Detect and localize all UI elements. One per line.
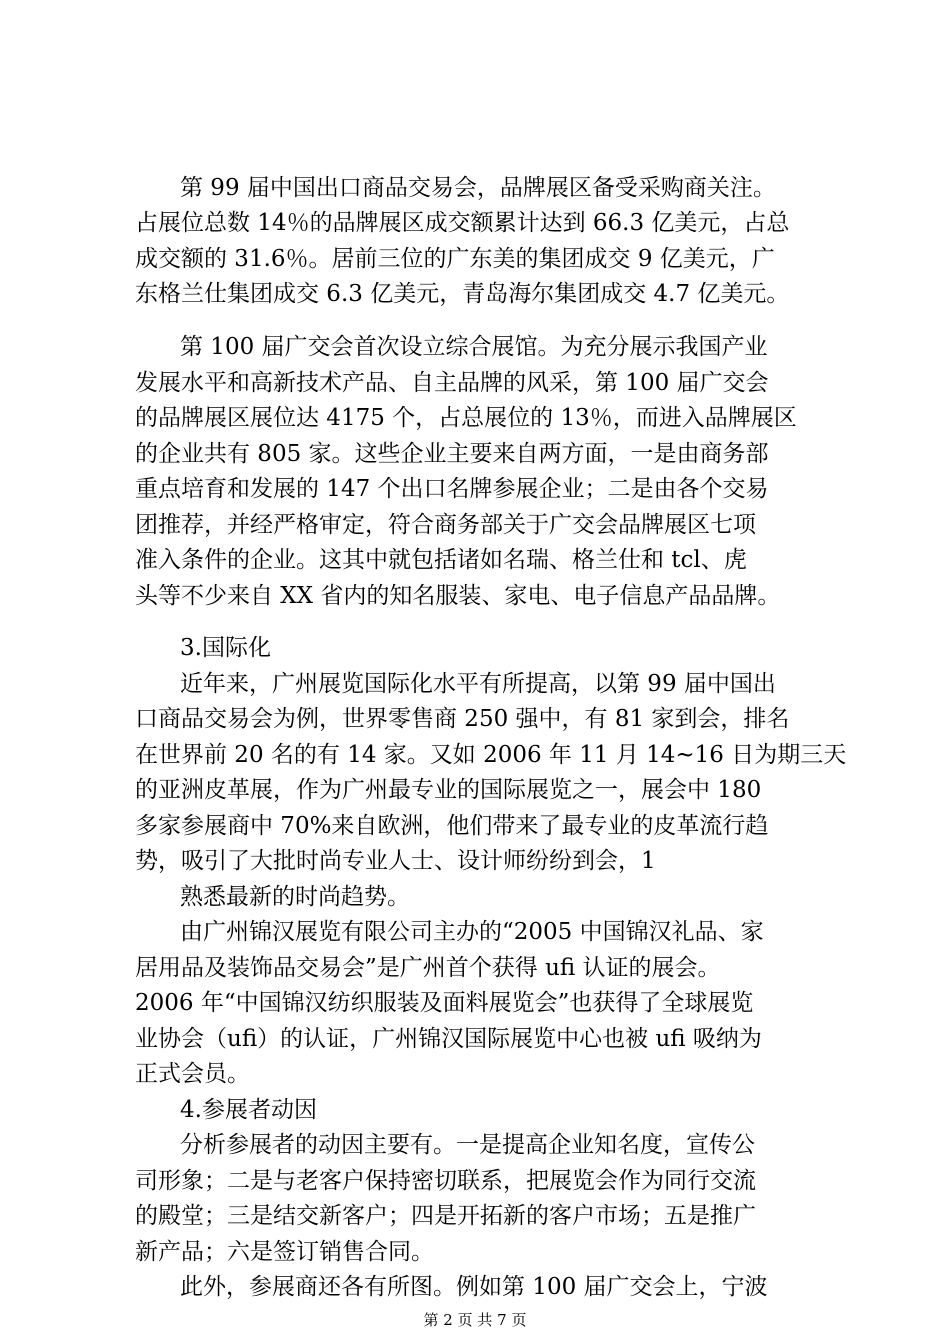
- body-text-line: 第 99 届中国出口商品交易会，品牌展区备受采购商关注。: [180, 175, 776, 201]
- body-text-line: 近年来，广州展览国际化水平有所提高，以第 99 届中国出: [180, 671, 776, 697]
- body-text-line: 业协会（ufi）的认证，广州锦汉国际展览中心也被 ufi 吸纳为: [135, 1026, 762, 1052]
- body-text-line: 多家参展商中 70%来自欧洲，他们带来了最专业的皮革流行趋: [135, 813, 769, 839]
- body-text-line: 由广州锦汉展览有限公司主办的“2005 中国锦汉礼品、家: [180, 919, 764, 945]
- body-text-line: 东格兰仕集团成交 6.3 亿美元，青岛海尔集团成交 4.7 亿美元。: [135, 281, 790, 307]
- body-text-line: 发展水平和高新技术产品、自主品牌的风采，第 100 届广交会: [135, 370, 769, 396]
- body-text-line: 此外，参展商还各有所图。例如第 100 届广交会上，宁波: [180, 1274, 768, 1300]
- body-text-line: 重点培育和发展的 147 个出口名牌参展企业；二是由各个交易: [135, 476, 769, 502]
- body-text-line: 新产品；六是签订销售合同。: [135, 1239, 434, 1265]
- section-heading: 3.国际化: [180, 635, 271, 661]
- body-text-line: 占展位总数 14％的品牌展区成交额累计达到 66.3 亿美元，占总: [135, 210, 790, 236]
- body-text-line: 司形象；二是与老客户保持密切联系，把展览会作为同行交流: [135, 1168, 756, 1194]
- body-text-line: 口商品交易会为例，世界零售商 250 强中，有 81 家到会，排名: [135, 706, 790, 732]
- body-text-line: 在世界前 20 名的有 14 家。又如 2006 年 11 月 14~16 日为期三天: [135, 742, 847, 768]
- body-text-line: 势，吸引了大批时尚专业人士、设计师纷纷到会，1: [135, 848, 656, 874]
- body-text-line: 居用品及装饰品交易会”是广州首个获得 ufi 认证的展会。: [135, 955, 721, 981]
- page-footer: 第 2 页 共 7 页: [423, 1311, 527, 1329]
- body-text-line: 成交额的 31.6％。居前三位的广东美的集团成交 9 亿美元，广: [135, 246, 775, 272]
- body-text-line: 的亚洲皮革展，作为广州最专业的国际展览之一，展会中 180: [135, 777, 762, 803]
- body-text-line: 的殿堂；三是结交新客户；四是开拓新的客户市场；五是推广: [135, 1203, 756, 1229]
- body-text-line: 的品牌展区展位达 4175 个，占总展位的 13％，而进入品牌展区: [135, 405, 797, 431]
- body-text-line: 分析参展者的动因主要有。一是提高企业知名度，宣传公: [180, 1132, 755, 1158]
- body-text-line: 的企业共有 805 家。这些企业主要来自两方面，一是由商务部: [135, 441, 769, 467]
- body-text-line: 正式会员。: [135, 1061, 250, 1087]
- body-text-line: 2006 年“中国锦汉纺织服装及面料展览会”也获得了全球展览: [135, 990, 754, 1016]
- body-text-line: 团推荐，并经严格审定，符合商务部关于广交会品牌展区七项: [135, 512, 756, 538]
- body-text-line: 头等不少来自 XX 省内的知名服装、家电、电子信息产品品牌。: [135, 583, 781, 609]
- body-text-line: 第 100 届广交会首次设立综合展馆。为充分展示我国产业: [180, 334, 768, 360]
- body-text-line: 准入条件的企业。这其中就包括诸如名瑞、格兰仕和 tcl、虎: [135, 547, 747, 573]
- body-text-line: 熟悉最新的时尚趋势。: [180, 884, 410, 910]
- section-heading: 4.参展者动因: [180, 1097, 317, 1123]
